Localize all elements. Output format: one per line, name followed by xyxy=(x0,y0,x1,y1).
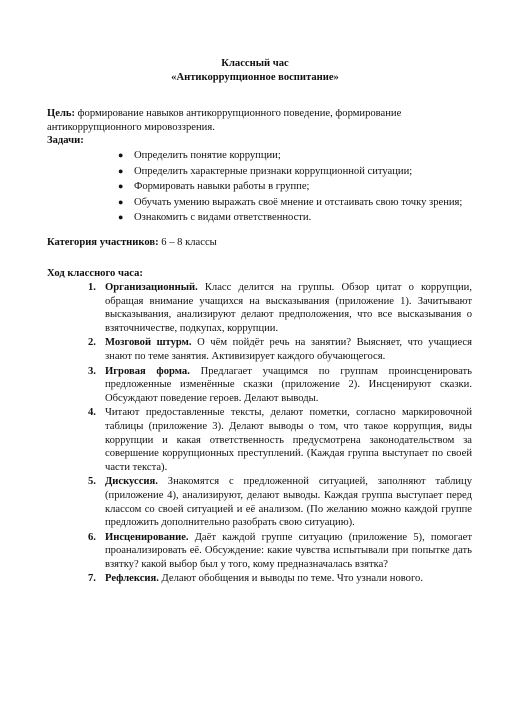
category-paragraph xyxy=(47,236,217,250)
list-item xyxy=(88,281,472,335)
step-title: Инсценирование. xyxy=(105,531,189,543)
step-number: 1. xyxy=(88,282,96,293)
step-number: 3. xyxy=(88,365,96,377)
tasks-list xyxy=(118,149,470,227)
step-title: Мозговой штурм. xyxy=(105,337,192,349)
document-title xyxy=(0,57,510,85)
step-title: Игровая форма. xyxy=(105,365,190,377)
step-title: Организационный. xyxy=(105,282,198,293)
list-item xyxy=(88,572,472,586)
list-item xyxy=(88,475,472,529)
bullet-icon: ● xyxy=(118,150,124,160)
list-item xyxy=(118,165,470,179)
list-item xyxy=(118,180,470,194)
list-item xyxy=(88,365,472,406)
bullet-icon: ● xyxy=(118,181,124,192)
step-number: 2. xyxy=(88,337,96,349)
step-text: Знакомятся с предложенной ситуацией, заполняют таблицу (приложение 4), анализируют, делают выводы. Каждая группа выступает перед классом со своей ситуацией и её анализом. (По желанию можно каждой группе предложить дополнительно разобрать свою ситуацию). xyxy=(105,476,472,529)
title-line-2: «Антикоррупционное воспитание» xyxy=(171,72,339,83)
goal-text: формирование навыков антикоррупционного поведение, формирование антикоррупционного мировоззрения. xyxy=(47,108,402,133)
goal-label: Цель: xyxy=(47,108,76,119)
list-item xyxy=(118,149,470,163)
course-heading: Ход классного часа: xyxy=(47,268,143,279)
step-text: О чём пойдёт речь на занятии? Выясняет, что учащиеся знают по теме занятия. Активизирует каждого обучающегося. xyxy=(105,337,473,362)
step-title: Рефлексия. xyxy=(105,573,159,585)
list-item xyxy=(118,196,470,210)
step-number: 6. xyxy=(88,531,96,543)
list-item xyxy=(88,336,472,363)
steps-list xyxy=(88,281,472,587)
task-text: Определить понятие коррупции; xyxy=(134,150,281,161)
bullet-icon: ● xyxy=(118,165,124,176)
step-text: Класс делится на группы. Обзор цитат о коррупции, обращая внимание учащихся на высказывания (приложение 1). Зачитывают высказывания, анализируют делают предположения, что все высказывания о взяточничестве, подкупах, коррупции. xyxy=(105,282,472,334)
goal-paragraph xyxy=(47,107,467,134)
category-label: Категория участников: xyxy=(47,237,159,248)
step-text: Читают предоставленные тексты, делают пометки, согласно маркировочной таблицы (приложение 3). Делают выводы о том, что такое коррупция, виды коррупции и какая ответственность предусмотрена законодательством за совершение коррупционных преступлений. (Каждая группа выступает по своей части текста). xyxy=(105,407,472,473)
list-item xyxy=(88,406,472,474)
title-line-1: Классный час xyxy=(221,58,289,69)
task-text: Определить характерные признаки коррупционной ситуации; xyxy=(134,165,413,177)
step-number: 4. xyxy=(88,407,96,419)
step-text: Делают обобщения и выводы по теме. Что узнали нового. xyxy=(158,573,423,585)
step-text: Предлагает учащимся по группам проинсценировать предложенные изменённые сказки (приложение 2). Инсценируют сказки. Обсуждают поведение героев. Делают выводы. xyxy=(105,365,472,404)
step-number: 7. xyxy=(88,573,96,585)
task-text: Формировать навыки работы в группе; xyxy=(134,181,310,193)
list-item xyxy=(88,531,472,572)
list-item xyxy=(118,211,470,225)
step-title: Дискуссия. xyxy=(105,476,158,488)
category-text: 6 – 8 классы xyxy=(158,237,217,248)
step-number: 5. xyxy=(88,476,96,488)
tasks-heading: Задачи: xyxy=(47,135,84,146)
task-text: Обучать умению выражать своё мнение и отстаивать свою точку зрения; xyxy=(134,196,463,208)
bullet-icon: ● xyxy=(118,196,124,207)
bullet-icon: ● xyxy=(118,212,124,223)
step-text: Даёт каждой группе ситуацию (приложение 5), помогает проанализировать её. Обсуждение: какие чувства испытывали при попытке дать взятку? какой выбор был у того, кому предназначалась взятка? xyxy=(105,531,472,570)
task-text: Ознакомить с видами ответственности. xyxy=(134,212,312,224)
